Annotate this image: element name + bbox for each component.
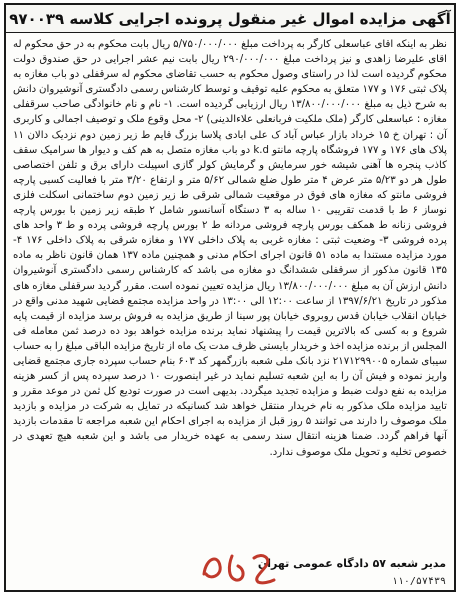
handwritten-mark — [196, 544, 280, 588]
notice-title: آگهی مزایده اموال غیر منقول پرونده اجرایی کلاسه ۹۷۰۰۳۹ — [9, 9, 451, 28]
signatory: مدیر شعبه ۵۷ دادگاه عمومی تهران — [257, 557, 446, 570]
notice-body — [6, 33, 454, 460]
reference-number: ۱۱۰/۵۷۴۳۹ — [391, 576, 446, 587]
notice-body-text: نظر به اینکه اقای عباسعلی کارگر به پرداخت مبلغ ۵/۷۵۰/۰۰۰/۰۰۰ ریال بابت محکوم به در حق محکوم له اقای علیرضا زاهدی و نیز پرداخت مبلغ ۲۹۰/۰۰۰/۰۰۰ ریال بابت نیم عشر اجرایی در حق صندوق دولت محکوم گردیده است لذا در راستای وصول محکوم به حسب تقاضای محکوم له سرقفلی دو باب مغازه به پلاک ثبتی ۱۷۶ و ۱۷۷ متعلق به محکوم علیه توقیف و توسط کارشناس رسمی دادگستری آنوشیروان دانش به شرح ذیل به مبلغ ۱۳/۸۰۰/۰۰۰/۰۰۰ ریال ارزیابی گردیده است. ۱- نام و نام خانوادگی صاحب سرقفلی مغازه : عباسعلی کارگر (ملک ملکیت فربانعلی علاءالدینی) ۲- محل وقوع ملک و توصیف اجمالی و کاربری آن : تهران خ ۱۵ خرداد بازار عباس آباد ک علی ابادی پلاسا بزرگ قایم ط زیر زمین دوم نزدیک دالان ۱۱ پلاک های ۱۷۶ و ۱۷۷ فروشگاه پارچه مانتو k.d دو باب مغازه متصل به هم کف و دیوار ها سرامیک سقف کاذب پنجره ها آهنی شیشه خور سرمایش و گرمایش کولر گازی اسپیلت دارای برق و تلفن اختصاصی طول هر دو ۵/۲۳ متر عرض ۴ متر طول ضلع شمالی ۵/۶۲ متر و ارتفاع ۳/۲۰ متر با فعالیت کسبی پارچه فروشی مانتو که مغازه های فوق در موقعیت شمالی شرقی ط زیر زمین دوم ساختمانی اسکلت فلزی نوساز ۶ ط با قدمت تقریبی ۱۰ ساله به ۳ دستگاه آسانسور شامل ۲ طبقه زیر زمین با بورس پارچه فروشی زنانه ط همکف بورس پارچه فروشی مردانه ط ۲ بورس پارچه فروشی پرده و ط ۳ واحد های پرده فروشی ۳- وضعیت ثبتی : مغازه غربی به پلاک داخلی ۱۷۷ و مغازه شرقی به پلاک داخلی ۱۷۶ ۴- مورد مزایده مستندا به ماده ۵۱ قانون اجرای احکام مدنی و همچنین ماده ۱۳۷ همان قانون ناظر به ماده ۱۳۵ قانون مذکور از سرقفلی ششدانگ دو مغازه می باشد که کارشناس رسمی دادگستری آنوشیروان دانش ارزش آن به مبلغ ۱۳/۸۰۰/۰۰۰/۰۰۰ ریال مزایده تعیین نموده است. مقرر گردید سرقفلی مغازه های مذکور در تاریخ ۱۳۹۷/۶/۲۱ از ساعت ۱۲:۰۰ الی ۱۳:۰۰ در واحد مزایده مجتمع قضایی شهید مدنی واقع در خیابان انقلاب خیابان قدس روبروی خیابان پور سینا از طریق مزایده به فروش برسد مزایده از قیمت پایه شروع و به کسی که بالاترین قیمت را پیشنهاد نماید برنده مزایده خواهد بود ده درصد ثمن معامله فی المجلس از برنده مزایده اخذ و خریدار بایستی ظرف مدت یک ماه از تاریخ مزایده الباقی مبلغ را به حساب سیبای شماره ۲۱۷۱۲۹۹۰۰۵ نزد بانک ملی شعبه بازرگمهر کد ۶۰۳ بنام حساب سپرده جاری مجتمع قضایی واریز نموده و فیش آن را به این شعبه تسلیم نماید در غیر اینصورت ۱۰ درصد سپرده پس از کسر هزینه مزایده به نفع دولت ضبط و مزایده تجدید میگردد. بدیهی است در صورت تودیع کل ثمن در موعد مقرر و تایید مزایده ملک مذکور به نام خریدار منتقل خواهد شد کسانیکه در تمایل به شرکت در مزایده و بازدید ملک موصوف را دارند می توانند ۵ روز قبل از مزایده به اجرای احکام این شعبه مراجعه تا مقدمات بازدید آنها فراهم گردد. ضمنا هزینه انتقال سند رسمی به عهده خریدار می باشد و این شعبه هیچ تعهدی در خصوص تخلیه و تحویل ملک موصوف ندارد. — [13, 39, 448, 458]
notice-footer — [6, 532, 454, 590]
legal-notice — [4, 3, 456, 592]
notice-header — [6, 5, 454, 33]
